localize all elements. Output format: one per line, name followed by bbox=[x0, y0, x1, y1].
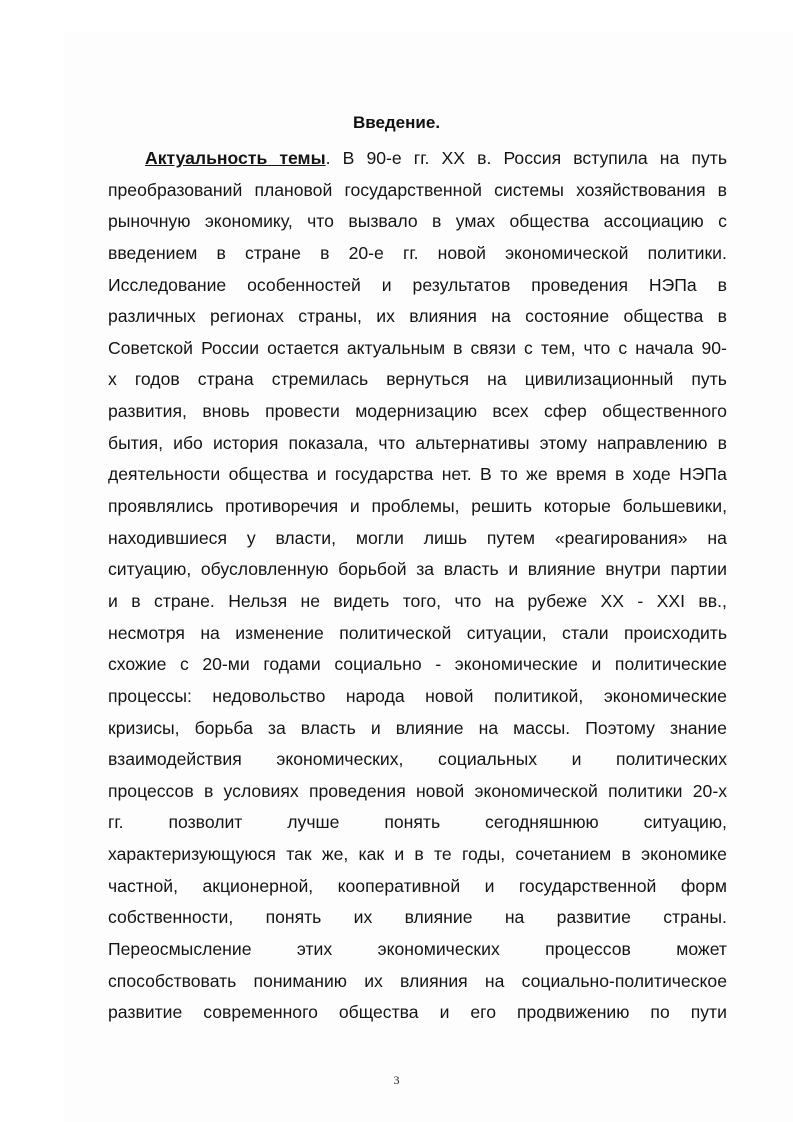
page-number: 3 bbox=[393, 1073, 400, 1087]
line-words: развитие современного общества и его продвижению по пути bbox=[108, 1002, 727, 1023]
line-words: введением в стране в 20-е гг. новой экономической политики. bbox=[108, 242, 727, 263]
text-line bbox=[108, 649, 727, 681]
text-line bbox=[108, 175, 727, 207]
section-heading: Введение. bbox=[352, 113, 441, 132]
line-words: х годов страна стремилась вернуться на цивилизационный путь bbox=[108, 369, 727, 390]
line-words: находившиеся у власти, могли лишь путем «реагирования» на bbox=[108, 527, 727, 548]
text-line bbox=[108, 618, 727, 650]
text-line bbox=[108, 934, 727, 966]
text-line bbox=[108, 997, 727, 1029]
text-line bbox=[108, 459, 727, 491]
text-line bbox=[108, 491, 727, 523]
line-words: рыночную экономику, что вызвало в умах общества ассоциацию с bbox=[108, 211, 727, 232]
paragraph-first-line bbox=[108, 143, 727, 175]
text-lines bbox=[108, 175, 727, 1029]
text-line bbox=[108, 902, 727, 934]
text-line bbox=[108, 238, 727, 270]
line-words: преобразований плановой государственной системы хозяйствования в bbox=[108, 179, 727, 200]
text-line bbox=[108, 554, 727, 586]
line-words: схожие с 20-ми годами социально - экономические и политические bbox=[108, 654, 727, 675]
text-line bbox=[108, 776, 727, 808]
line-words: Исследование особенностей и результатов проведения НЭПа в bbox=[108, 274, 727, 295]
line-words: проявлялись противоречия и проблемы, решить которые большевики, bbox=[108, 496, 727, 517]
text-line bbox=[108, 586, 727, 618]
line-words: деятельности общества и государства нет. В то же время в ходе НЭПа bbox=[108, 464, 727, 485]
line-words: гг. позволит лучше понять сегодняшнюю ситуацию, bbox=[108, 812, 727, 833]
text-line bbox=[108, 428, 727, 460]
text-line bbox=[108, 333, 727, 365]
line-words: кризисы, борьба за власть и влияние на массы. Поэтому знание bbox=[108, 717, 727, 738]
line-words: процессы: недовольство народа новой политикой, экономические bbox=[108, 685, 727, 706]
first-line-text: . В 90-е гг. XX в. Россия вступила на путь bbox=[325, 148, 727, 168]
text-line bbox=[108, 807, 727, 839]
line-words: способствовать пониманию их влияния на социально-политическое bbox=[108, 970, 727, 991]
line-words: и в стране. Нельзя не видеть того, что на рубеже XX - XXI вв., bbox=[108, 590, 727, 611]
text-line bbox=[108, 396, 727, 428]
text-line bbox=[108, 871, 727, 903]
line-words: частной, акционерной, кооперативной и государственной форм bbox=[108, 875, 727, 896]
body-paragraph bbox=[108, 143, 727, 1029]
text-line bbox=[108, 270, 727, 302]
line-words: взаимодействия экономических, социальных и политических bbox=[108, 749, 727, 770]
lead-label: Актуальность темы bbox=[145, 148, 326, 168]
line-words: собственности, понять их влияние на развитие страны. bbox=[108, 907, 727, 928]
line-words: ситуацию, обусловленную борьбой за власть и влияние внутри партии bbox=[108, 559, 727, 580]
line-words: несмотря на изменение политической ситуации, стали происходить bbox=[108, 622, 727, 643]
text-line bbox=[108, 744, 727, 776]
line-words: процессов в условиях проведения новой экономической политики 20-х bbox=[108, 780, 727, 801]
text-line bbox=[108, 839, 727, 871]
line-words: характеризующуюся так же, как и в те годы, сочетанием в экономике bbox=[108, 844, 727, 865]
line-words: различных регионах страны, их влияния на состояние общества в bbox=[108, 306, 727, 327]
text-line bbox=[108, 681, 727, 713]
text-line bbox=[108, 523, 727, 555]
text-line bbox=[108, 206, 727, 238]
line-words: бытия, ибо история показала, что альтернативы этому направлению в bbox=[108, 432, 727, 453]
text-line bbox=[108, 966, 727, 998]
line-words: Переосмысление этих экономических процессов может bbox=[108, 939, 727, 960]
text-line bbox=[108, 301, 727, 333]
line-words: Советской России остается актуальным в связи с тем, что с начала 90- bbox=[108, 337, 727, 358]
text-line bbox=[108, 713, 727, 745]
line-words: развития, вновь провести модернизацию всех сфер общественного bbox=[108, 401, 727, 422]
text-line bbox=[108, 364, 727, 396]
